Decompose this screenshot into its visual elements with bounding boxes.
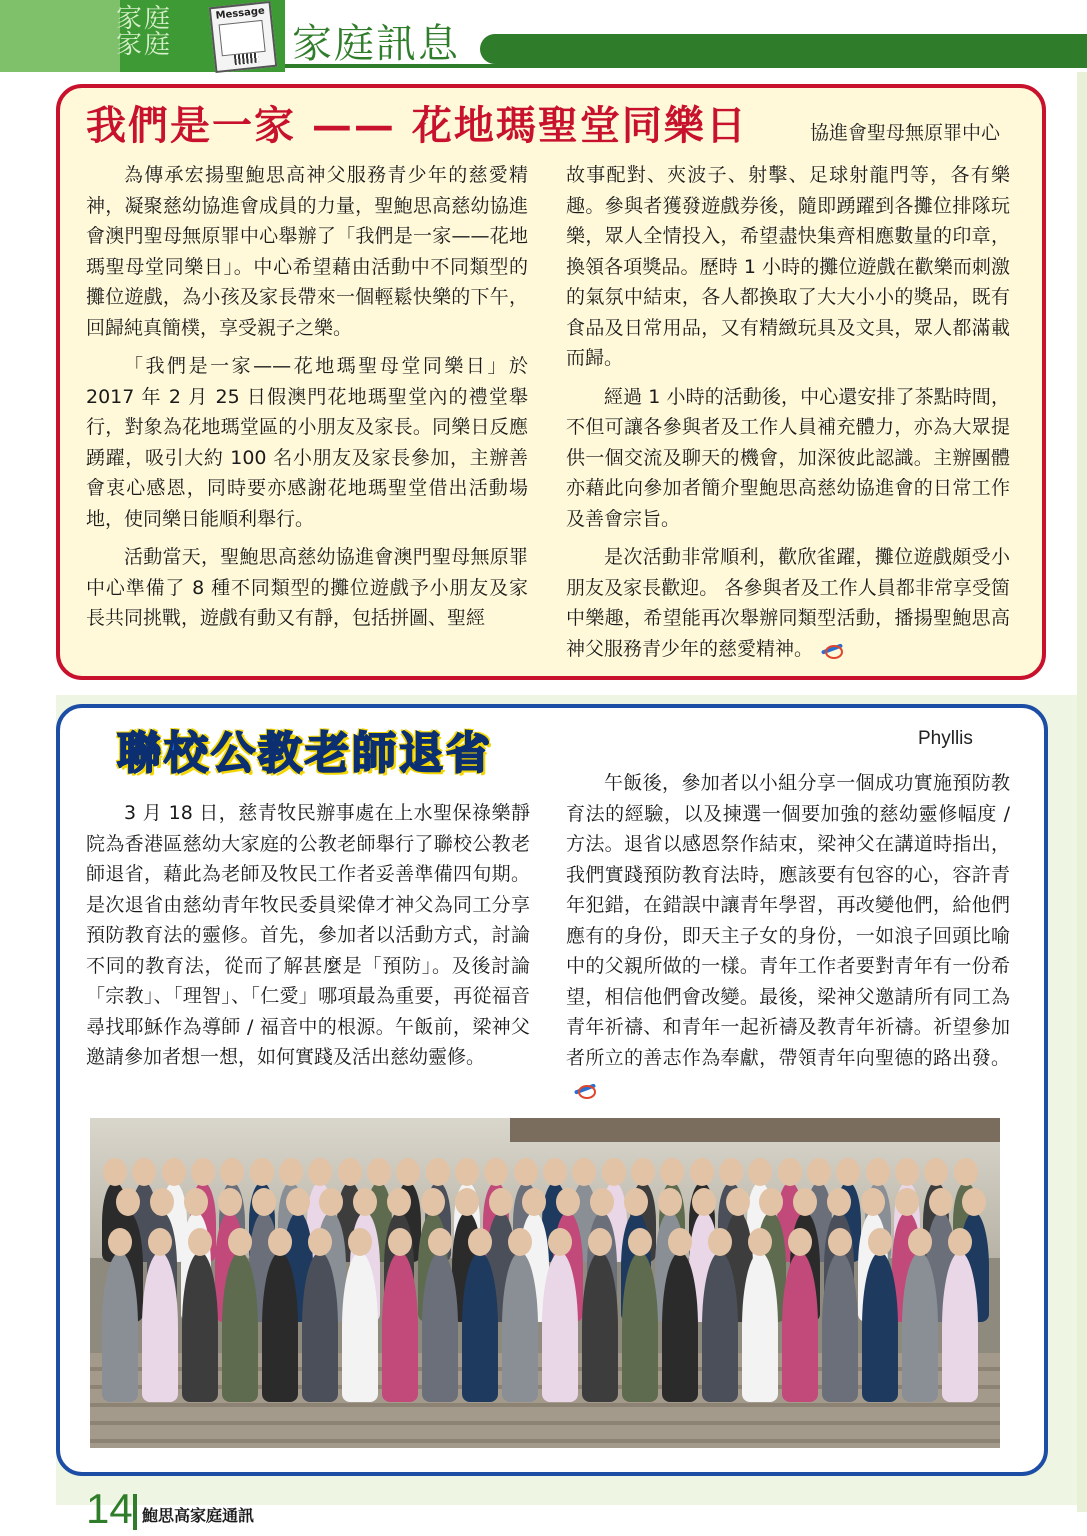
photo-person-head bbox=[692, 1188, 716, 1216]
photo-person-head bbox=[162, 1158, 186, 1186]
article2-author: Phyllis bbox=[918, 728, 973, 749]
page-right-strip bbox=[1077, 72, 1087, 1512]
photo-person-head bbox=[708, 1228, 732, 1256]
photo-person-head bbox=[866, 1158, 890, 1186]
page-header bbox=[0, 0, 1087, 72]
article1-paragraph: 經過 1 小時的活動後，中心還安排了茶點時間，不但可讓各參與者及工作人員補充體力，亦為大眾提供一個交流及聊天的機會，加深彼此認識。主辦團體亦藉此向參加者簡介聖鮑思高慈幼協進會的日常工作及善會宗旨。 bbox=[566, 385, 1010, 530]
article1-paragraph: 「我們是一家——花地瑪聖母堂同樂日」於 2017 年 2 月 25 日假澳門花地瑪聖堂內的禮堂舉行，對象為花地瑪堂區的小朋友及家長。同樂日反應踴躍，吸引大約 100 名小朋友及家長參加，主辦善會衷心感恩，同時要亦感謝花地瑪聖堂借出活動場地，使同樂日能順利舉行。 bbox=[86, 355, 528, 530]
photo-person bbox=[102, 1252, 138, 1402]
photo-person bbox=[742, 1252, 778, 1402]
photo-person-head bbox=[895, 1188, 919, 1216]
photo-person-head bbox=[828, 1228, 852, 1256]
photo-person-head bbox=[455, 1158, 479, 1186]
photo-person-head bbox=[148, 1228, 172, 1256]
photo-person bbox=[582, 1252, 618, 1402]
end-mark-icon bbox=[819, 639, 845, 659]
photo-person-head bbox=[788, 1228, 812, 1256]
photo-person-head bbox=[286, 1188, 310, 1216]
photo-person-head bbox=[468, 1228, 492, 1256]
message-photo-box bbox=[219, 20, 266, 56]
photo-person-head bbox=[929, 1188, 953, 1216]
photo-person bbox=[662, 1252, 698, 1402]
photo-person-head bbox=[455, 1188, 479, 1216]
article1-paragraph: 為傳承宏揚聖鮑思高神父服務青少年的慈愛精神，凝聚慈幼協進會成員的力量，聖鮑思高慈幼協進會澳門聖母無原罪中心舉辦了「我們是一家——花地瑪聖母堂同樂日」。中心希望藉由活動中不同類型的攤位遊戲，為小孩及家長帶來一個輕鬆快樂的下午，回歸純真簡樸，享受親子之樂。 bbox=[86, 164, 528, 339]
photo-person-head bbox=[388, 1228, 412, 1256]
article1-column-2 bbox=[566, 160, 1010, 664]
photo-person bbox=[822, 1252, 858, 1402]
photo-person-head bbox=[548, 1228, 572, 1256]
photo-person-head bbox=[188, 1228, 212, 1256]
logo-text-bottom: 家庭 bbox=[116, 30, 173, 60]
photo-person-head bbox=[108, 1228, 132, 1256]
publication-name: 鮑思高家庭通訊 bbox=[142, 1506, 255, 1525]
article1-paragraph: 活動當天，聖鮑思高慈幼協進會澳門聖母無原罪中心準備了 8 種不同類型的攤位遊戲予小朋友及家長共同挑戰，遊戲有動又有靜，包括拼圖、聖經 bbox=[86, 546, 528, 629]
photo-person-head bbox=[250, 1158, 274, 1186]
article2-title: 聯校公教老師退省 bbox=[117, 728, 493, 779]
photo-person-head bbox=[150, 1188, 174, 1216]
photo-person-head bbox=[218, 1188, 242, 1216]
photo-person-head bbox=[590, 1188, 614, 1216]
photo-person bbox=[902, 1252, 938, 1402]
article1-title: 我們是一家 —— 花地瑪聖堂同樂日 bbox=[86, 102, 748, 149]
photo-person-head bbox=[252, 1188, 276, 1216]
photo-person-head bbox=[868, 1228, 892, 1256]
photo-person-head bbox=[184, 1188, 208, 1216]
end-mark-icon bbox=[572, 1079, 598, 1099]
photo-person-head bbox=[908, 1228, 932, 1256]
page-number-divider bbox=[133, 1494, 137, 1530]
qr-code-icon bbox=[234, 53, 259, 65]
photo-person-head bbox=[778, 1158, 802, 1186]
photo-roof bbox=[510, 1118, 1000, 1142]
photo-person bbox=[942, 1252, 978, 1402]
photo-person bbox=[142, 1252, 178, 1402]
photo-person-head bbox=[624, 1188, 648, 1216]
photo-person-head bbox=[954, 1158, 978, 1186]
article2-column-2 bbox=[566, 768, 1010, 1104]
photo-person bbox=[422, 1252, 458, 1402]
photo-person bbox=[262, 1252, 298, 1402]
article2-paragraph-last bbox=[566, 768, 1010, 1104]
photo-person bbox=[342, 1252, 378, 1402]
photo-person-head bbox=[514, 1158, 538, 1186]
photo-person-head bbox=[719, 1158, 743, 1186]
photo-person-head bbox=[602, 1158, 626, 1186]
logo-text-top: 家庭 bbox=[116, 4, 173, 34]
photo-person bbox=[542, 1252, 578, 1402]
photo-person-head bbox=[268, 1228, 292, 1256]
article1-paragraph-continued: 故事配對、夾波子、射擊、足球射龍門等，各有樂趣。參與者獲發遊戲券後，隨即踴躍到各攤位排隊玩樂，眾人全情投入，希望盡快集齊相應數量的印章，換領各項獎品。歷時 1 小時的攤位遊戲在歡樂而刺激的氣氛中結束，各人都換取了大大小小的獎品，既有食品及日常用品，又有精緻玩具及文具，眾人都滿載而歸。 bbox=[566, 164, 1010, 369]
photo-person-head bbox=[543, 1158, 567, 1186]
article2-column-1 bbox=[86, 798, 530, 1073]
photo-person-head bbox=[489, 1188, 513, 1216]
photo-person bbox=[462, 1252, 498, 1402]
article1-author: 協進會聖母無原罪中心 bbox=[810, 122, 1001, 144]
page-number: 14 bbox=[86, 1485, 133, 1532]
photo-person-head bbox=[426, 1158, 450, 1186]
photo-person-head bbox=[279, 1158, 303, 1186]
article1-paragraph-last bbox=[566, 542, 1010, 664]
photo-person-head bbox=[338, 1158, 362, 1186]
photo-person-head bbox=[658, 1188, 682, 1216]
photo-person bbox=[222, 1252, 258, 1402]
photo-person-head bbox=[895, 1158, 919, 1186]
photo-person-head bbox=[827, 1188, 851, 1216]
photo-person-head bbox=[228, 1228, 252, 1256]
photo-person-head bbox=[861, 1188, 885, 1216]
photo-person-head bbox=[726, 1188, 750, 1216]
photo-person-head bbox=[421, 1188, 445, 1216]
photo-person-head bbox=[348, 1228, 372, 1256]
photo-person-head bbox=[308, 1228, 332, 1256]
photo-person bbox=[182, 1252, 218, 1402]
photo-person-head bbox=[948, 1228, 972, 1256]
photo-person-head bbox=[367, 1158, 391, 1186]
group-photo bbox=[90, 1118, 1000, 1448]
section-title: 家庭訊息 bbox=[292, 21, 460, 67]
photo-person bbox=[622, 1252, 658, 1402]
article2-paragraph: 3 月 18 日，慈青牧民辦事處在上水聖保祿樂靜院為香港區慈幼大家庭的公教老師舉行了聯校公教老師退省，藉此為老師及牧民工作者妥善準備四旬期。是次退省由慈幼青年牧民委員梁偉才神父為同工分享預防教育法的靈修。首先，參加者以活動方式，討論不同的教育法，從而了解甚麼是「預防」。及後討論「宗教」、「理智」、「仁愛」哪項最為重要，再從福音尋找耶穌作為導師 / 福音中的根源。午飯前，梁神父邀請參加者想一想，如何實踐及活出慈幼靈修。 bbox=[86, 802, 530, 1068]
photo-person bbox=[382, 1252, 418, 1402]
photo-person bbox=[302, 1252, 338, 1402]
article1-paragraph-text: 是次活動非常順利，歡欣雀躍，攤位遊戲頗受小朋友及家長歡迎。 各參與者及工作人員都非常享受箇中樂趣，希望能再次舉辦同類型活動，播揚聖鮑思高神父服務青少年的慈愛精神。 bbox=[566, 546, 1010, 660]
photo-person bbox=[862, 1252, 898, 1402]
photo-person-head bbox=[807, 1158, 831, 1186]
photo-person bbox=[702, 1252, 738, 1402]
photo-person-head bbox=[428, 1228, 452, 1256]
photo-person-head bbox=[748, 1228, 772, 1256]
message-card-icon bbox=[209, 1, 278, 73]
photo-person-head bbox=[191, 1158, 215, 1186]
photo-person-head bbox=[508, 1228, 532, 1256]
photo-person-head bbox=[690, 1158, 714, 1186]
header-light-block bbox=[0, 0, 120, 72]
header-bar bbox=[480, 34, 1087, 64]
photo-person bbox=[502, 1252, 538, 1402]
article2-paragraph-text: 午飯後，參加者以小組分享一個成功實施預防教育法的經驗，以及揀選一個要加強的慈幼靈修幅度 / 方法。退省以感恩祭作結束，梁神父在講道時指出，我們實踐預防教育法時，應該要有包容的心，容許青年犯錯，在錯誤中讓青年學習，再改變他們，給他們應有的身份，即天主子女的身份，一如浪子回頭比喻中的父親所做的一樣。青年工作者要對青年有一份希望，相信他們會改變。最後，梁神父邀請所有同工為青年祈禱、和青年一起祈禱及教青年祈禱。祈望參加者所立的善志作為奉獻，帶領青年向聖德的路出發。 bbox=[566, 772, 1010, 1069]
photo-person-head bbox=[631, 1158, 655, 1186]
photo-person-head bbox=[387, 1188, 411, 1216]
photo-person-head bbox=[588, 1228, 612, 1256]
photo-person-head bbox=[668, 1228, 692, 1256]
photo-person bbox=[782, 1252, 818, 1402]
header-logo-text bbox=[116, 6, 172, 58]
article1-column-1 bbox=[86, 160, 528, 634]
photo-person-head bbox=[103, 1158, 127, 1186]
photo-person-head bbox=[628, 1228, 652, 1256]
message-label: Message bbox=[215, 5, 266, 22]
